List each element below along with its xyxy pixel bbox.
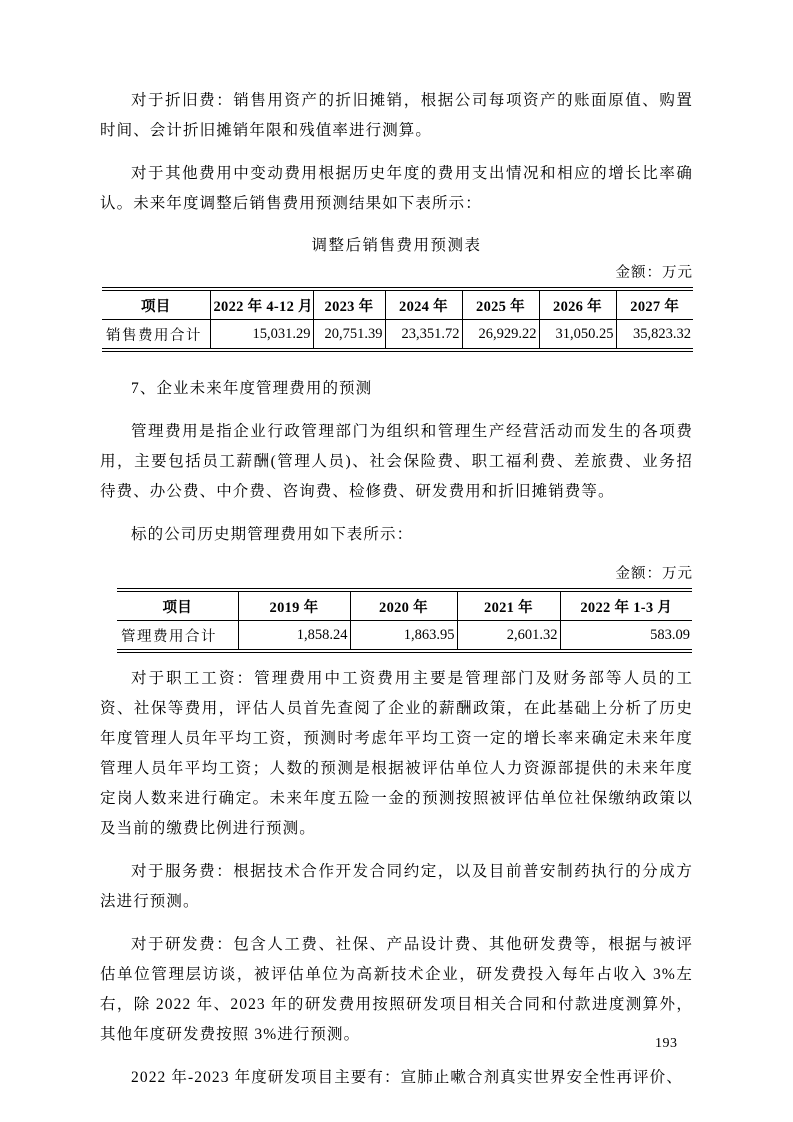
header-cell-2021: 2021 年	[457, 590, 560, 621]
value-cell: 20,751.39	[313, 320, 385, 351]
paragraph-admin-table-lead: 标的公司历史期管理费用如下表所示：	[131, 526, 414, 543]
header-cell-2024: 2024 年	[385, 289, 462, 320]
table-row	[102, 320, 693, 351]
admin-table-unit-label: 金额：万元	[615, 566, 693, 582]
paragraph-staff-salary: 对于职工工资：管理费用中工资费用主要是管理部门及财务部等人员的工资、社保等费用，评估人员首先查阅了企业的薪酬政策，在此基础上分析了历史年度管理人员年平均工资，预测时考虑年平均工资一定的增长率来确定未来年度管理人员年平均工资；人数的预测是根据被评估单位人力资源部提供的未来年度定岗人数来进行确定。未来年度五险一金的预测按照被评估单位社保缴纳政策以及当前的缴费比例进行预测。	[100, 670, 693, 837]
value-cell: 1,858.24	[238, 621, 350, 652]
paragraph-depreciation: 对于折旧费：销售用资产的折旧摊销，根据公司每项资产的账面原值、购置时间、会计折旧摊销年限和残值率进行测算。	[100, 92, 693, 139]
value-cell: 15,031.29	[210, 320, 313, 351]
header-cell-2020: 2020 年	[350, 590, 457, 621]
value-cell: 1,863.95	[350, 621, 457, 652]
sales-table-unit-label: 金额：万元	[615, 265, 693, 281]
header-cell-item: 项目	[117, 590, 238, 621]
header-cell-2027: 2027 年	[616, 289, 693, 320]
admin-expense-history-table	[117, 588, 692, 653]
value-cell: 35,823.32	[616, 320, 693, 351]
header-cell-2025: 2025 年	[462, 289, 539, 320]
table-row	[117, 621, 692, 652]
sales-expense-forecast-table	[102, 287, 693, 352]
sales-table-title: 调整后销售费用预测表	[311, 237, 482, 254]
header-cell-2022-1-3: 2022 年 1-3 月	[560, 590, 692, 621]
paragraph-rd-fee: 对于研发费：包含人工费、社保、产品设计费、其他研发费等，根据与被评估单位管理层访谈，被评估单位为高新技术企业，研发费投入每年占收入 3%左右，除 2022 年、2023 年的研发费用按照研发项目相关合同和付款进度测算外，其他年度研发费按照 3%进行预测。	[100, 936, 693, 1043]
paragraph-rd-projects: 2022 年-2023 年度研发项目主要有：宣肺止嗽合剂真实世界安全性再评价、	[131, 1069, 683, 1086]
value-cell: 26,929.22	[462, 320, 539, 351]
header-cell-item: 项目	[102, 289, 210, 320]
sales-table-header-row	[102, 289, 693, 320]
paragraph-service-fee: 对于服务费：根据技术合作开发合同约定，以及目前普安制药执行的分成方法进行预测。	[100, 863, 693, 910]
row-label-admin-expense-total: 管理费用合计	[121, 628, 217, 645]
value-cell: 23,351.72	[385, 320, 462, 351]
page-number: 193	[655, 1036, 678, 1051]
value-cell: 583.09	[560, 621, 692, 652]
page-content	[100, 86, 693, 1106]
paragraph-admin-intro: 管理费用是指企业行政管理部门为组织和管理生产经营活动而发生的各项费用，主要包括员工薪酬(管理人员)、社会保险费、职工福利费、差旅费、业务招待费、办公费、中介费、咨询费、检修费、研发费用和折旧摊销费等。	[100, 423, 693, 500]
header-cell-2019: 2019 年	[238, 590, 350, 621]
paragraph-other-expense: 对于其他费用中变动费用根据历史年度的费用支出情况和相应的增长比率确认。未来年度调整后销售费用预测结果如下表所示：	[100, 165, 693, 212]
section-heading-7: 7、企业未来年度管理费用的预测	[131, 380, 373, 397]
header-cell-2023: 2023 年	[313, 289, 385, 320]
value-cell: 31,050.25	[539, 320, 616, 351]
header-cell-2022-4-12: 2022 年 4-12 月	[210, 289, 313, 320]
row-label-sales-expense-total: 销售费用合计	[106, 327, 202, 344]
value-cell: 2,601.32	[457, 621, 560, 652]
header-cell-2026: 2026 年	[539, 289, 616, 320]
admin-table-header-row	[117, 590, 692, 621]
